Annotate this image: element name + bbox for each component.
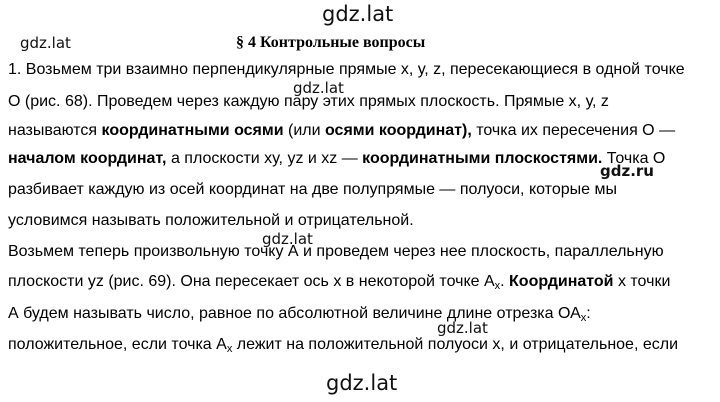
- text-segment: а плоскости ху, yz и xz —: [166, 150, 363, 167]
- paragraph-line-1: 1. Возьмем три взаимно перпендикулярные прямые х, у, z, пересекающиеся в одной точке: [8, 61, 685, 78]
- text-segment: точка их пересечения О —: [471, 122, 676, 139]
- term-coordinate-axes: координатными осями: [101, 122, 284, 139]
- text-segment: лежит на положительной полуоси х, и отрицательное, если: [232, 336, 679, 353]
- text-segment: .: [500, 273, 510, 290]
- watermark-mid-3: gdz.lat: [437, 319, 488, 337]
- section-title: § 4 Контрольные вопросы: [236, 34, 426, 51]
- paragraph-line-9: [8, 304, 591, 328]
- paragraph-line-10: [8, 335, 678, 359]
- subscript: x: [226, 343, 233, 355]
- paragraph-line-4: [8, 149, 665, 169]
- paragraph-line-5: разбивает каждую из осей координат на две полупрямые — полуоси, которые мы: [8, 181, 617, 198]
- paragraph-line-8: [8, 272, 670, 296]
- paragraph-line-6: условимся называть положительной и отрицательной.: [8, 212, 414, 229]
- watermark-mid-2: gdz.lat: [262, 230, 313, 248]
- subscript: x: [580, 312, 587, 324]
- term-axes-of-coordinates: осями координат),: [324, 122, 472, 139]
- paragraph-line-7: Возьмем теперь произвольную точку А и проведем через нее плоскость, параллельную: [8, 243, 664, 260]
- term-coordinate-planes: координатными плоскостями.: [362, 150, 603, 167]
- paragraph-line-2: О (рис. 68). Проведем через каждую пару этих прямых плоскость. Прямые х, у, z: [8, 93, 609, 110]
- watermark-bottom: gdz.lat: [326, 371, 398, 395]
- text-segment: х точки: [613, 273, 671, 290]
- watermark-mid-1: gdz.lat: [293, 79, 344, 97]
- text-segment: положительное, если точка А: [8, 336, 227, 353]
- text-segment: :: [586, 305, 591, 322]
- text-segment: А будем называть число, равное по абсолютной величине длине отрезка ОА: [8, 305, 581, 322]
- term-coordinate: Координатой: [509, 273, 614, 290]
- text-segment: Точка О: [602, 150, 666, 167]
- paragraph-line-3: [8, 121, 675, 141]
- watermark-top: gdz.lat: [322, 2, 394, 26]
- watermark-left: gdz.lat: [20, 34, 71, 52]
- subscript: x: [494, 280, 501, 292]
- text-segment: плоскости yz (рис. 69). Она пересекает ось х в некоторой точке А: [8, 273, 495, 290]
- watermark-ru: gdz.ru: [600, 162, 654, 180]
- term-origin: началом координат,: [8, 150, 167, 167]
- text-segment: называются: [8, 122, 102, 139]
- text-segment: (или: [283, 122, 325, 139]
